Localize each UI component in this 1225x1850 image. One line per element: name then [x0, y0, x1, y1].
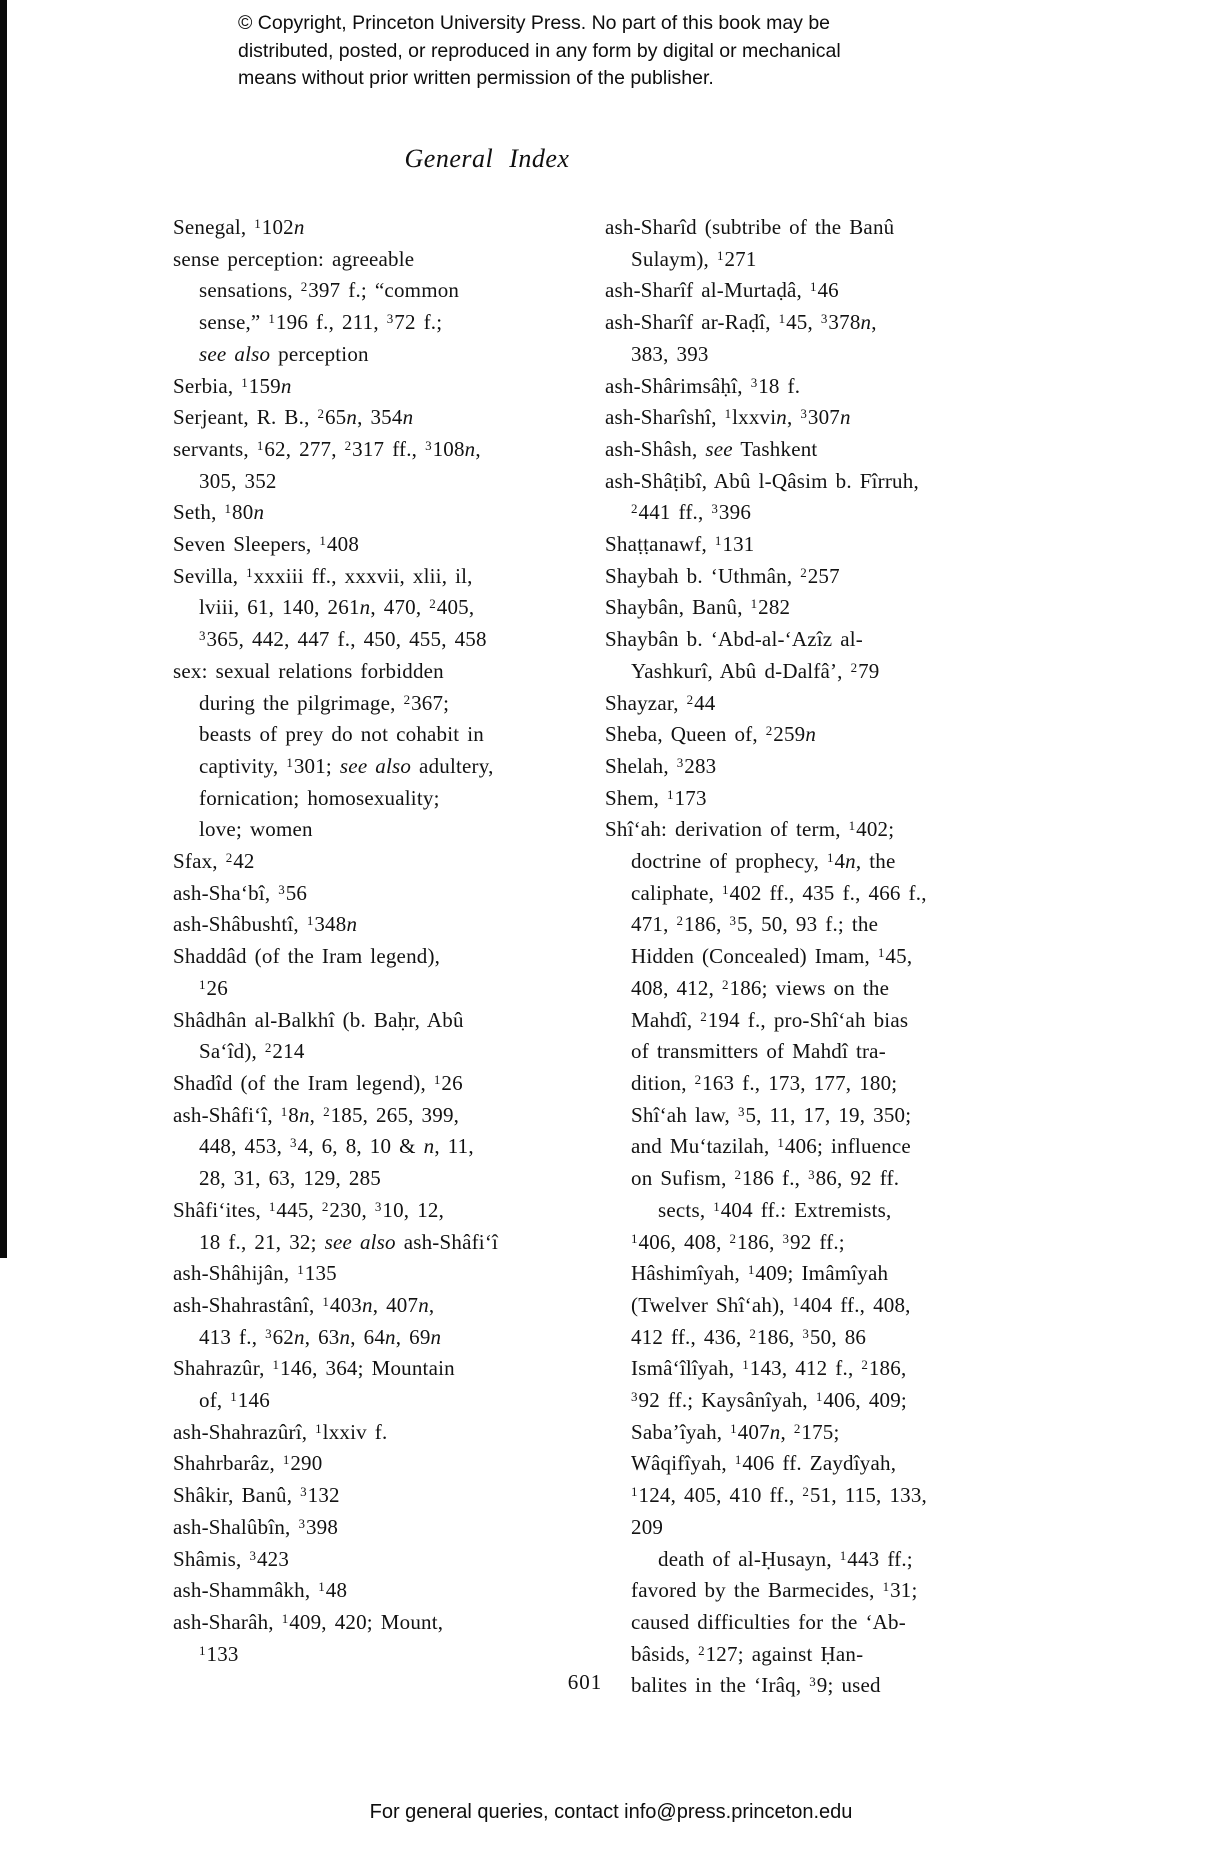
- index-line: ash-Shâṭibî, Abû l-Qâsim b. Fîrruh,: [605, 468, 919, 493]
- index-line: $^1$124, 405, 410 ff., $^2$51, 115, 133,: [631, 1483, 927, 1508]
- index-line: ash-Sharîd (subtribe of the Banû: [605, 215, 895, 239]
- index-line: Shaybân b. ‘Abd-al-‘Azîz al-: [605, 627, 864, 652]
- index-line: $^3$365, 442, 447 f., 450, 455, 458: [199, 627, 487, 652]
- index-line: see also perception: [199, 341, 369, 366]
- index-line: sects, $^1$404 ff.: Extremists,: [658, 1197, 892, 1222]
- index-line: $^1$26: [199, 975, 228, 1000]
- index-line: 413 f., $^3$62n, 63n, 64n, 69n: [199, 1324, 442, 1349]
- copyright-line: distributed, posted, or reproduced in any form by digital or mechanical: [238, 39, 841, 62]
- index-line: Shî‘ah: derivation of term, $^1$402;: [605, 817, 895, 842]
- index-line: 408, 412, $^2$186; views on the: [631, 975, 890, 1000]
- index-line: doctrine of prophecy, $^1$4n, the: [631, 849, 896, 874]
- index-line: $^2$441 ff., $^3$396: [631, 500, 752, 525]
- index-line: ash-Shârimsâḥî, $^3$18 f.: [605, 373, 801, 398]
- index-line: Serbia, $^1$159n: [173, 373, 292, 398]
- index-line: Shaybah b. ‘Uthmân, $^2$257: [605, 563, 840, 588]
- index-line: $^3$92 ff.; Kaysânîyah, $^1$406, 409;: [631, 1388, 907, 1413]
- index-line: Sulaym), $^1$271: [631, 246, 757, 271]
- index-line: 383, 393: [631, 341, 709, 366]
- index-line: Shayzar, $^2$44: [605, 690, 716, 715]
- index-line: Shâkir, Banû, $^3$132: [173, 1483, 340, 1508]
- index-line: love; women: [199, 817, 313, 842]
- copyright-notice: [238, 10, 841, 93]
- index-line: Sfax, $^2$42: [173, 849, 255, 874]
- index-line: ash-Sharîshî, $^1$lxxvin, $^3$307n: [605, 405, 851, 430]
- index-line: during the pilgrimage, $^2$367;: [199, 690, 450, 715]
- index-line: caliphate, $^1$402 ff., 435 f., 466 f.,: [631, 880, 927, 905]
- index-line: ash-Shâhijân, $^1$135: [173, 1261, 337, 1286]
- index-line: and Mu‘tazilah, $^1$406; influence: [631, 1134, 911, 1159]
- index-line: Shâdhân al-Balkhî (b. Baḥr, Abû: [173, 1007, 464, 1032]
- index-line: Shâmis, $^3$423: [173, 1546, 290, 1571]
- index-line: sense perception: agreeable: [173, 246, 415, 271]
- footer-contact: For general queries, contact info@press.princeton.edu: [369, 1801, 853, 1823]
- index-line: on Sufism, $^2$186 f., $^3$86, 92 ff.: [631, 1166, 900, 1191]
- index-line: Shem, $^1$173: [605, 785, 707, 810]
- index-line: ash-Shammâkh, $^1$48: [173, 1578, 348, 1603]
- index-line: ash-Shâsh, see Tashkent: [605, 436, 818, 461]
- index-line: Saba’îyah, $^1$407n, $^2$175;: [631, 1419, 840, 1444]
- index-line: ash-Shahrastânî, $^1$403n, 407n,: [173, 1292, 435, 1317]
- index-line: dition, $^2$163 f., 173, 177, 180;: [631, 1070, 898, 1095]
- copyright-line: means without prior written permission of the publisher.: [238, 67, 714, 89]
- index-line: 305, 352: [199, 468, 277, 493]
- index-right-column: [605, 212, 927, 1702]
- index-line: Shadîd (of the Iram legend), $^1$26: [173, 1070, 463, 1095]
- index-line: 28, 31, 63, 129, 285: [199, 1166, 381, 1191]
- index-line: servants, $^1$62, 277, $^2$317 ff., $^3$108n,: [173, 436, 481, 461]
- index-line: Shâfi‘ites, $^1$445, $^2$230, $^3$10, 12,: [173, 1197, 445, 1222]
- index-line: 18 f., 21, 32; see also ash-Shâfi‘î: [199, 1229, 499, 1254]
- index-line: ash-Shâfi‘î, $^1$8n, $^2$185, 265, 399,: [173, 1102, 460, 1127]
- index-line: 471, $^2$186, $^3$5, 50, 93 f.; the: [631, 912, 879, 937]
- index-left-column: [173, 212, 498, 1670]
- index-line: Shahrazûr, $^1$146, 364; Mountain: [173, 1356, 455, 1381]
- index-line: captivity, $^1$301; see also adultery,: [199, 753, 494, 778]
- index-line: Shelah, $^3$283: [605, 753, 717, 778]
- index-line: lviii, 61, 140, 261n, 470, $^2$405,: [199, 595, 475, 620]
- index-line: Hidden (Concealed) Imam, $^1$45,: [631, 944, 913, 969]
- index-line: Shaybân, Banû, $^1$282: [605, 595, 791, 620]
- index-line: 448, 453, $^3$4, 6, 8, 10 & n, 11,: [199, 1134, 474, 1159]
- index-line: ash-Shâbushtî, $^1$348n: [173, 912, 358, 937]
- index-line: of, $^1$146: [199, 1388, 270, 1413]
- index-line: ash-Sharîf al-Murtaḍâ, $^1$46: [605, 278, 839, 303]
- index-line: Wâqifîyah, $^1$406 ff. Zaydîyah,: [631, 1451, 897, 1476]
- index-line: Sa‘îd), $^2$214: [199, 1039, 305, 1064]
- index-line: $^1$406, 408, $^2$186, $^3$92 ff.;: [631, 1229, 845, 1254]
- page-number: 601: [567, 1670, 603, 1694]
- index-line: Shahrbarâz, $^1$290: [173, 1451, 323, 1476]
- index-line: Seven Sleepers, $^1$408: [173, 532, 360, 557]
- index-line: Shaṭṭanawf, $^1$131: [605, 532, 755, 557]
- index-line: ash-Shahrazûrî, $^1$lxxiv f.: [173, 1419, 388, 1444]
- index-line: favored by the Barmecides, $^1$31;: [631, 1578, 918, 1603]
- scan-edge-artifact: [0, 0, 7, 1258]
- index-line: Sevilla, $^1$xxxiii ff., xxxvii, xlii, il,: [173, 563, 473, 588]
- index-line: sensations, $^2$397 f.; “common: [199, 278, 460, 303]
- index-line: caused difficulties for the ‘Ab-: [631, 1609, 906, 1634]
- index-line: Serjeant, R. B., $^2$65n, 354n: [173, 405, 414, 430]
- index-line: Shî‘ah law, $^3$5, 11, 17, 19, 350;: [631, 1102, 912, 1127]
- index-line: Yashkurî, Abû d-Dalfâ’, $^2$79: [631, 658, 880, 683]
- index-line: 209: [631, 1514, 664, 1539]
- index-line: of transmitters of Mahdî tra-: [631, 1039, 886, 1064]
- page-title: General Index: [404, 144, 570, 173]
- index-line: death of al-Ḥusayn, $^1$443 ff.;: [658, 1546, 913, 1571]
- index-line: ash-Sharîf ar-Raḍî, $^1$45, $^3$378n,: [605, 310, 877, 335]
- index-line: ash-Sharâh, $^1$409, 420; Mount,: [173, 1609, 444, 1634]
- index-line: ash-Sha‘bî, $^3$56: [173, 880, 308, 905]
- index-line: fornication; homosexuality;: [199, 785, 440, 810]
- index-line: Mahdî, $^2$194 f., pro-Shî‘ah bias: [631, 1007, 909, 1032]
- index-line: ash-Shalûbîn, $^3$398: [173, 1514, 339, 1539]
- index-line: $^1$133: [199, 1641, 239, 1666]
- copyright-line: © Copyright, Princeton University Press. No part of this book may be: [238, 12, 831, 34]
- index-line: Shaddâd (of the Iram legend),: [173, 944, 441, 969]
- index-line: 412 ff., 436, $^2$186, $^3$50, 86: [631, 1324, 867, 1349]
- index-line: Seth, $^1$80n: [173, 500, 265, 525]
- index-line: Hâshimîyah, $^1$409; Imâmîyah: [631, 1261, 889, 1286]
- index-line: Ismâ‘îlîyah, $^1$143, 412 f., $^2$186,: [631, 1356, 907, 1381]
- index-line: bâsids, $^2$127; against Ḥan-: [631, 1641, 864, 1666]
- index-line: sense,” $^1$196 f., 211, $^3$72 f.;: [199, 310, 443, 335]
- index-line: sex: sexual relations forbidden: [173, 658, 444, 683]
- index-line: (Twelver Shî‘ah), $^1$404 ff., 408,: [631, 1292, 911, 1317]
- index-line: balites in the ‘Irâq, $^3$9; used: [631, 1673, 881, 1698]
- index-line: Senegal, $^1$102n: [173, 215, 305, 239]
- index-line: beasts of prey do not cohabit in: [199, 722, 485, 747]
- index-line: Sheba, Queen of, $^2$259n: [605, 722, 817, 747]
